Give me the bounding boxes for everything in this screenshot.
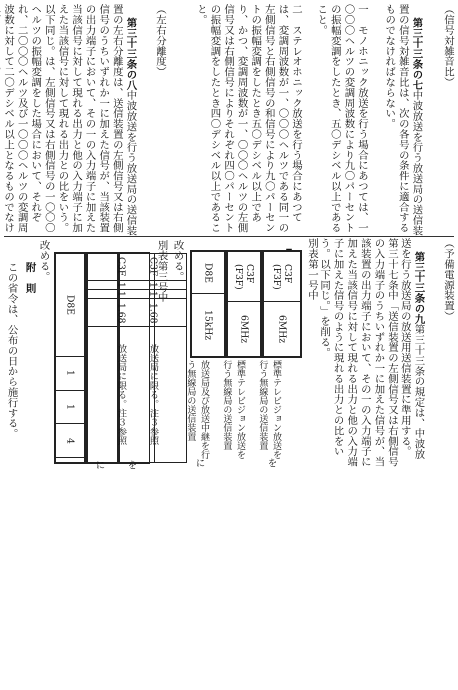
t3-bw: 15kHz <box>202 310 214 341</box>
t2-bw: 6MHz <box>238 315 250 344</box>
annex3-table-mid <box>86 252 127 464</box>
kaimeru-1: 改める。 <box>171 240 184 282</box>
article-33-9 <box>400 238 438 468</box>
annex1-table-mid <box>226 250 262 358</box>
article-33-7 <box>374 4 436 236</box>
article-33-9-title: 第三十三条の九 <box>412 251 425 325</box>
t5-v1: 1 <box>115 281 127 288</box>
t2-desc: 標準テレビジョン放送を行う無線局の送信装置 <box>221 360 245 459</box>
annex1-table-low <box>190 250 226 358</box>
article-33-9-amend: 第三十七条中「送信装置の左側信号又は右側信号の入力端子のうちいずれか一に加えた信号が、当該装置の出力端子において、その一の入力端子に加えた当該信号に対して現れる出力と他の入力端子に加えた信号のように現れる出力との比をいう。以下同じ。」を削る。 <box>318 238 398 467</box>
article-33-7-title: 第三十三条の七 <box>410 17 423 91</box>
t4-v3: 1.68 <box>147 302 159 323</box>
t6-mode: D8E <box>64 294 76 315</box>
article-33-7-item1: 一 モノホニック放送を行う場合にあつては、一〇〇〇ヘルツの変調周波数により九〇パーセントの振幅変調をしたとき、五〇デシベル以上であること。 <box>315 4 368 233</box>
t6-v1: 1 <box>64 370 76 377</box>
article-33-8 <box>2 4 150 236</box>
t3-desc: 放送局及び放送中継を行う無線局の送信装置 <box>185 360 209 459</box>
t1-bw: 6MHz <box>276 315 288 344</box>
t2-mode: C3F (F3F) <box>233 263 255 290</box>
article-33-8-text: 中波放送を行う放送局の送信装置の左右分離度は、送信装置の左側信号又は右側信号のうちいずれか一に加えた信号が、当該装置の出力端子において、その一の入力端子に加えた当該信号に対して現れる出力と他の入力端子に加えた当該信号に対して現れる出力との比をいう。以下同じ。は、左側信号又は右側信号の一〇〇〇ヘルツの振幅変調をした場合において、それぞれ、二〇〇〇ヘルツ及び一〇〇〇ヘルツの変調周波数に対して二〇デシベル以上となるものでなけ <box>2 4 137 236</box>
article-33-7-text: 中波放送を行う放送局の送信装置の信号対雑音比は、次の各号の条件に適合するものでなければならない。 <box>383 4 423 236</box>
t1-mode: C3F (F3F) <box>271 263 293 290</box>
t4-v2: 1 <box>147 291 159 297</box>
t6-v3: 4 <box>64 437 76 444</box>
horizontal-divider <box>4 236 454 237</box>
kaimeru-2: 改める。 <box>37 240 50 282</box>
heading-yobi: （予備電源装置） <box>442 238 454 322</box>
heading-sayu: （左右分離度） <box>154 4 166 77</box>
article-33-7-item2: 二 ステレオホニック放送を行う場合にあつては、変調周波数が一、〇〇〇ヘルツである同一の左側信号と右側信号の和信号により九〇パーセントの振幅変調をしたとき五〇デシベル以上であり、かつ、変調周波数が一、〇〇〇ヘルツの左側信号又は右側信号によりそれぞれ四〇パーセントの振幅変調をしたとき四〇デシベル以上であること。 <box>194 4 302 233</box>
wo-1: を <box>265 458 277 468</box>
annex-3-ref: 別表第三号中 <box>155 240 168 303</box>
t4-v1: 1 <box>147 281 159 288</box>
t1-desc: 標準テレビジョン放送を行う無線局の送信装置 <box>257 360 281 459</box>
ni-1: に <box>193 458 205 468</box>
t5-v3: 1.68 <box>115 302 127 323</box>
supplementary-title: 附 則 <box>23 262 36 294</box>
annex-1-ref: 別表第一号中 <box>306 238 318 301</box>
t4-note: 放送局に限る。注３参照 <box>147 344 159 446</box>
article-33-8-title: 第三十三条の八 <box>124 17 137 91</box>
supplementary-text: この省令は、公布の日から施行する。 <box>5 262 18 439</box>
t6-v2: 1 <box>64 404 76 410</box>
annex1-table-upper <box>262 250 302 358</box>
t4-mode: C3F <box>147 257 159 277</box>
heading-shingou: （信号対雑音比） <box>442 4 454 88</box>
t5-note: 放送局に限る。注３参照 <box>115 344 127 446</box>
t3-mode: D8E <box>202 262 214 283</box>
article-33-9-text: 第三十三条の規定は、中波放送を行う放送局の放送用送信装置に準用する。 <box>398 238 425 460</box>
wo-2: を <box>125 460 137 470</box>
t5-mode: C3F <box>115 257 127 277</box>
t5-v2: 1 <box>115 291 127 297</box>
annex3-table-low <box>54 252 86 464</box>
ni-2: に <box>93 460 105 470</box>
